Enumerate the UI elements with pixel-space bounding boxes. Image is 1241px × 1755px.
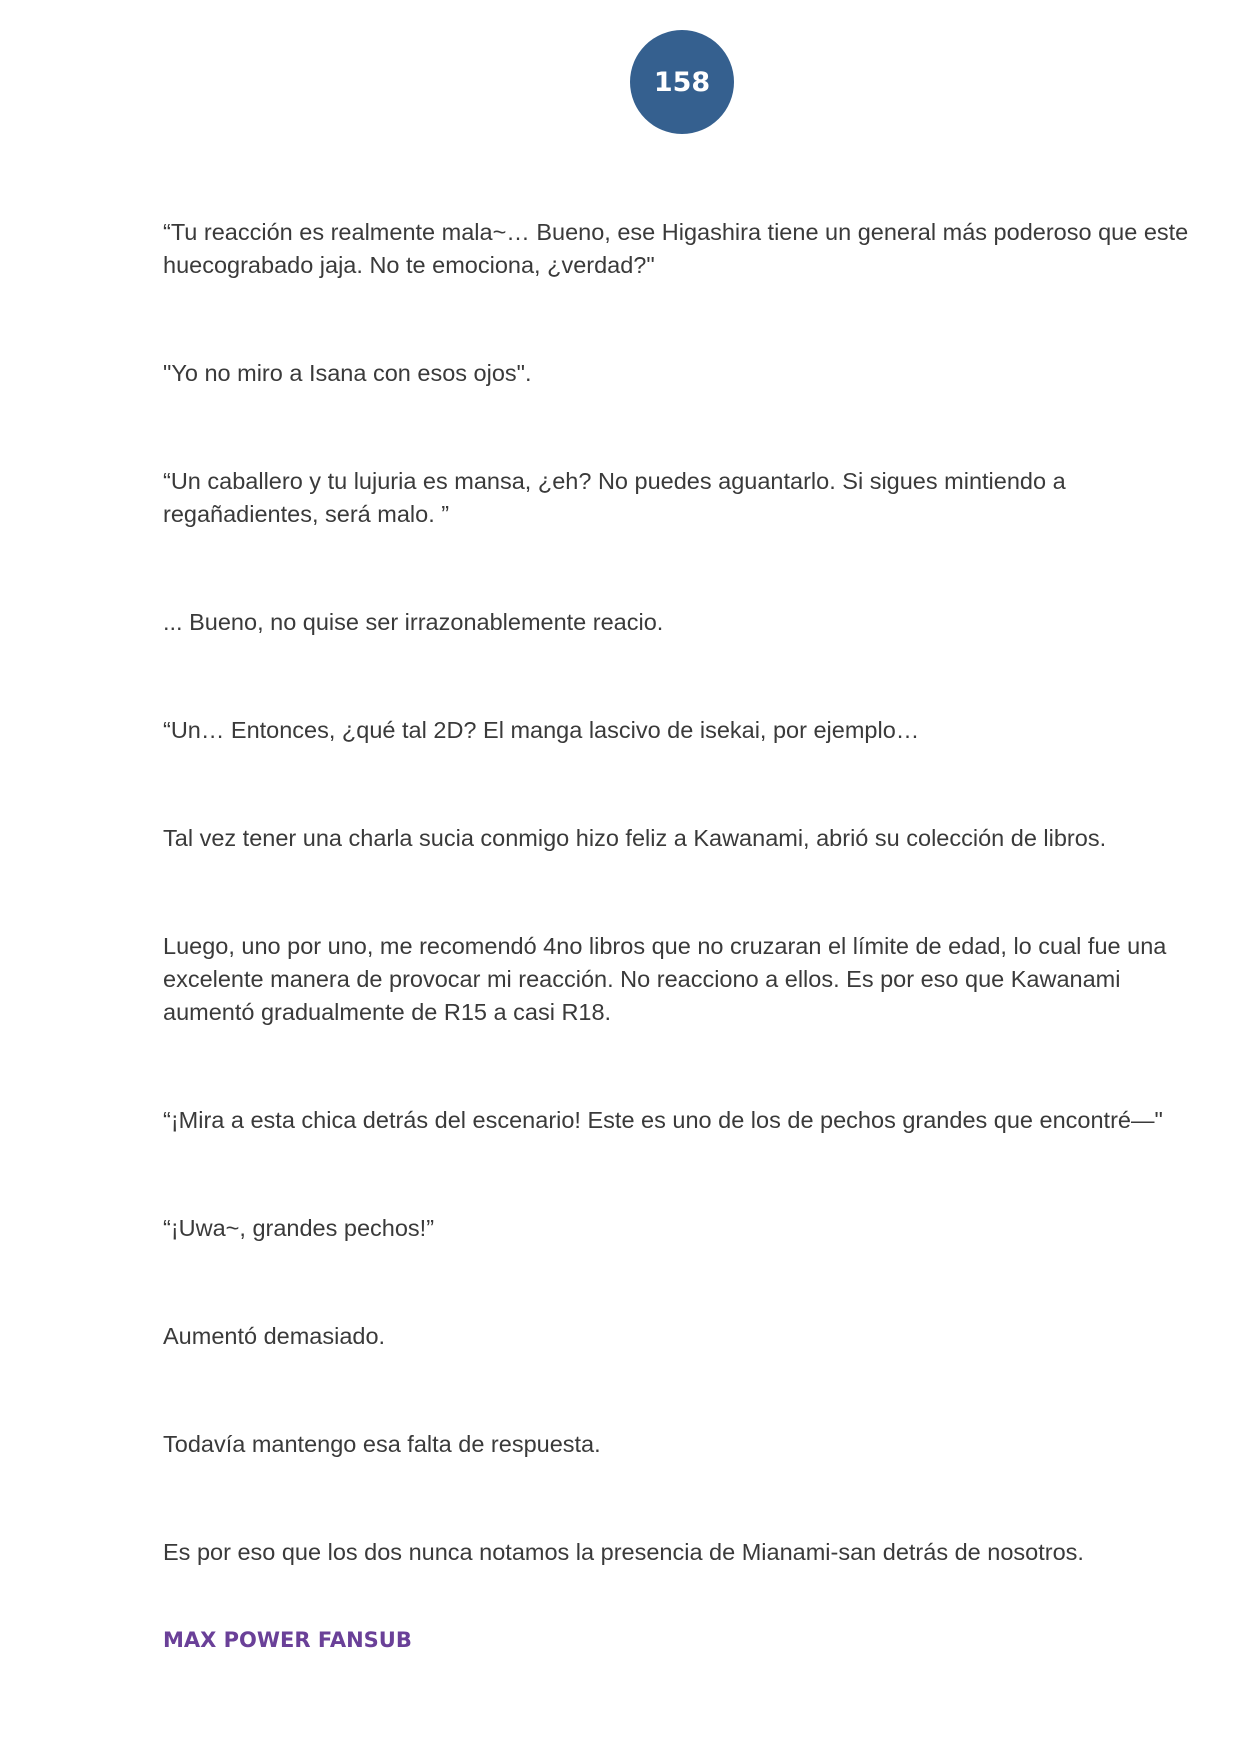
page-number-text: 158 (653, 66, 711, 98)
paragraph: "Yo no miro a Isana con esos ojos". (163, 360, 532, 386)
paragraph: “Un caballero y tu lujuria es mansa, ¿eh? No puedes aguantarlo. Si sigues mintiendo a regañadientes, será malo. ” (163, 468, 1066, 527)
paragraph: “Tu reacción es realmente mala~… Bueno, ese Higashira tiene un general más poderoso que este huecograbado jaja. No te emociona, ¿verdad?" (163, 219, 1189, 278)
paragraph: Todavía mantengo esa falta de respuesta. (163, 1431, 601, 1457)
paragraph: ... Bueno, no quise ser irrazonablemente reacio. (163, 609, 664, 635)
paragraph: “Un… Entonces, ¿qué tal 2D? El manga lascivo de isekai, por ejemplo… (163, 717, 920, 743)
paragraph: Luego, uno por uno, me recomendó 4no libros que no cruzaran el límite de edad, lo cual fue una excelente manera de provocar mi reacción. No reacciono a ellos. Es por eso que Kawanami aumentó gradualmente de R15 a casi R18. (163, 933, 1167, 1025)
paragraph: “¡Uwa~, grandes pechos!” (163, 1215, 435, 1241)
paragraph: “¡Mira a esta chica detrás del escenario! Este es uno de los de pechos grandes que encontré—" (163, 1107, 1163, 1133)
paragraph: Aumentó demasiado. (163, 1323, 386, 1349)
document-body (163, 216, 1193, 1644)
paragraph: Tal vez tener una charla sucia conmigo hizo feliz a Kawanami, abrió su colección de libros. (163, 825, 1107, 851)
fansub-credit: MAX POWER FANSUB (163, 1628, 412, 1652)
page-number-badge (630, 30, 734, 134)
paragraph: Es por eso que los dos nunca notamos la presencia de Mianami-san detrás de nosotros. (163, 1539, 1084, 1565)
